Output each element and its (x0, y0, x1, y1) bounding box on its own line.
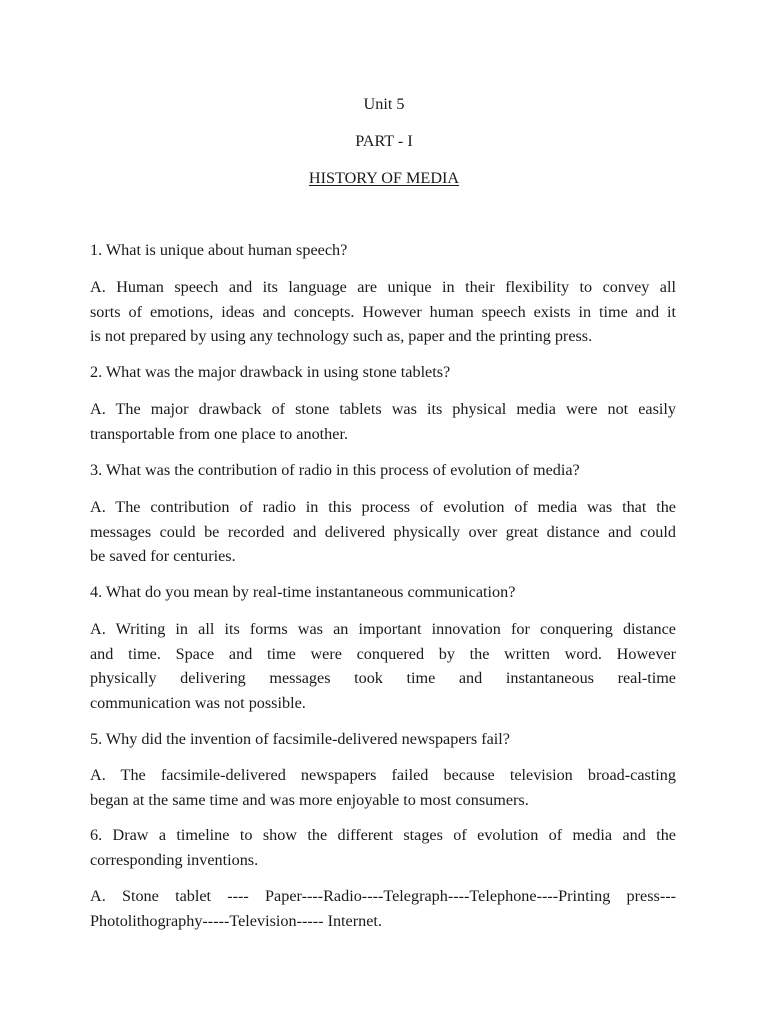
answer-line: is not prepared by using any technology such as, paper and the printing press. (90, 327, 593, 345)
answer-2 (90, 397, 676, 446)
answer-line: sorts of emotions, ideas and concepts. However human speech exists in time and it (90, 302, 676, 321)
answer-line: messages could be recorded and delivered physically over great distance and could (90, 522, 676, 541)
page-title: HISTORY OF MEDIA (308, 169, 460, 187)
answer-5 (90, 763, 676, 812)
answer-line: A. Writing in all its forms was an important innovation for conquering distance (90, 620, 676, 638)
answer-line: A. Human speech and its language are unique in their flexibility to convey all (90, 278, 676, 296)
part-label: PART - I (355, 132, 413, 150)
question-3: 3. What was the contribution of radio in this process of evolution of media? (90, 461, 580, 479)
question-5: 5. Why did the invention of facsimile-delivered newspapers fail? (90, 730, 510, 748)
answer-line: physically delivering messages took time and instantaneous real-time (90, 669, 676, 687)
answer-line: A. The facsimile-delivered newspapers failed because television broad-casting (90, 766, 676, 784)
answer-6 (90, 884, 676, 933)
question-line: 6. Draw a timeline to show the different stages of evolution of media and the (90, 826, 676, 844)
answer-1 (90, 275, 676, 349)
answer-3 (90, 495, 676, 569)
unit-label: Unit 5 (363, 95, 405, 113)
answer-line: transportable from one place to another. (90, 424, 349, 443)
question-2: 2. What was the major drawback in using stone tablets? (90, 363, 451, 381)
question-4: 4. What do you mean by real-time instantaneous communication? (90, 583, 516, 601)
question-6 (90, 823, 676, 872)
page-title-wrap (0, 166, 768, 191)
answer-line: A. The major drawback of stone tablets was its physical media were not easily (90, 400, 676, 418)
answer-line: A. Stone tablet ---- Paper----Radio----Telegraph----Telephone----Printing press--- (90, 887, 676, 905)
answer-line: A. The contribution of radio in this process of evolution of media was that the (90, 498, 676, 516)
answer-line: began at the same time and was more enjoyable to most consumers. (90, 790, 529, 809)
answer-4 (90, 617, 676, 715)
answer-line: and time. Space and time were conquered by the written word. However (90, 644, 676, 663)
question-1: 1. What is unique about human speech? (90, 241, 348, 259)
answer-line: be saved for centuries. (90, 547, 236, 565)
question-line: corresponding inventions. (90, 850, 259, 869)
answer-line: communication was not possible. (90, 693, 306, 712)
answer-line: Photolithography-----Television----- Internet. (90, 911, 382, 930)
